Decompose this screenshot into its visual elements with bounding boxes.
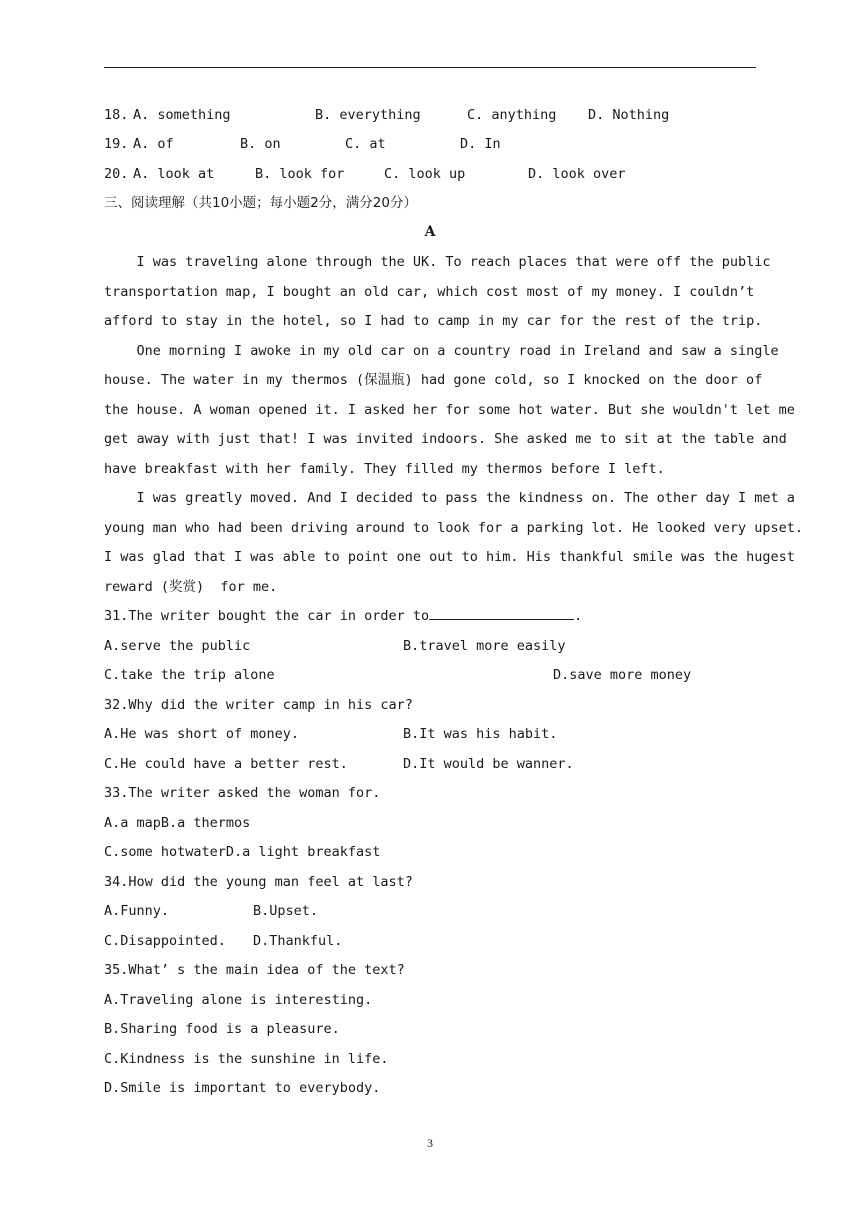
option-c: C.Disappointed. [104, 933, 226, 949]
passage-title: A [424, 224, 436, 240]
option-c: C. anything [467, 107, 557, 123]
option-b: B. look for [255, 166, 345, 182]
option-a: A.Traveling alone is interesting. [104, 992, 373, 1008]
question-stem [104, 607, 582, 625]
option-d: D. look over [528, 166, 626, 182]
option-a: A. of [133, 136, 174, 152]
option-c-d: C.some hotwaterD.a light breakfast [104, 844, 381, 860]
option-d: D. Nothing [588, 107, 670, 123]
passage-line: the house. A woman opened it. I asked her for some hot water. But she wouldn't let me [104, 402, 795, 418]
question-stem-text: 31.The writer bought the car in order to [104, 608, 430, 624]
question-number: 18. [104, 107, 129, 123]
option-b: B. everything [315, 107, 421, 123]
option-a: A.serve the public [104, 638, 251, 654]
option-b: B.Upset. [253, 903, 319, 919]
option-a: A. look at [133, 166, 215, 182]
option-d: D.Thankful. [253, 933, 343, 949]
answer-blank[interactable] [429, 607, 574, 620]
stem-end: . [574, 608, 583, 624]
option-a: A. something [133, 107, 231, 123]
header-rule [104, 67, 756, 68]
question-stem: 35.What’ s the main idea of the text? [104, 962, 405, 978]
option-c: C.Kindness is the sunshine in life. [104, 1051, 389, 1067]
option-d: D. In [460, 136, 501, 152]
passage-line: transportation map, I bought an old car, which cost most of my money. I couldn’t [104, 284, 755, 300]
option-c: C. at [345, 136, 386, 152]
passage-line: reward (奖赏) for me. [104, 579, 278, 595]
option-d: D.Smile is important to everybody. [104, 1080, 381, 1096]
option-d: D.It would be wanner. [403, 756, 574, 772]
question-number: 19. [104, 136, 129, 152]
passage-line: house. The water in my thermos (保温瓶) had gone cold, so I knocked on the door of [104, 372, 763, 388]
option-b: B.It was his habit. [403, 726, 558, 742]
option-b: B.Sharing food is a pleasure. [104, 1021, 340, 1037]
passage-line: I was glad that I was able to point one out to him. His thankful smile was the hugest [104, 549, 795, 565]
passage-line: young man who had been driving around to look for a parking lot. He looked very upset. [104, 520, 803, 536]
question-stem: 33.The writer asked the woman for. [104, 785, 381, 801]
section-heading: 三、阅读理解（共10小题；每小题2分，满分20分） [104, 195, 417, 211]
question-number: 20. [104, 166, 129, 182]
question-stem: 34.How did the young man feel at last? [104, 874, 413, 890]
option-c: C. look up [384, 166, 466, 182]
question-stem: 32.Why did the writer camp in his car? [104, 697, 413, 713]
passage-line: I was greatly moved. And I decided to pass the kindness on. The other day I met a [104, 490, 795, 506]
passage-line: get away with just that! I was invited indoors. She asked me to sit at the table and [104, 431, 787, 447]
passage-line: One morning I awoke in my old car on a country road in Ireland and saw a single [104, 343, 779, 359]
passage-line: afford to stay in the hotel, so I had to camp in my car for the rest of the trip. [104, 313, 763, 329]
option-c: C.take the trip alone [104, 667, 275, 683]
option-d: D.save more money [553, 667, 692, 683]
passage-line: have breakfast with her family. They filled my thermos before I left. [104, 461, 665, 477]
option-a: A.Funny. [104, 903, 170, 919]
passage-line: I was traveling alone through the UK. To reach places that were off the public [104, 254, 771, 270]
page-number: 3 [427, 1136, 433, 1150]
option-a: A.He was short of money. [104, 726, 300, 742]
option-b: B. on [240, 136, 281, 152]
option-b: B.travel more easily [403, 638, 566, 654]
option-c: C.He could have a better rest. [104, 756, 348, 772]
option-a-b: A.a mapB.a thermos [104, 815, 251, 831]
